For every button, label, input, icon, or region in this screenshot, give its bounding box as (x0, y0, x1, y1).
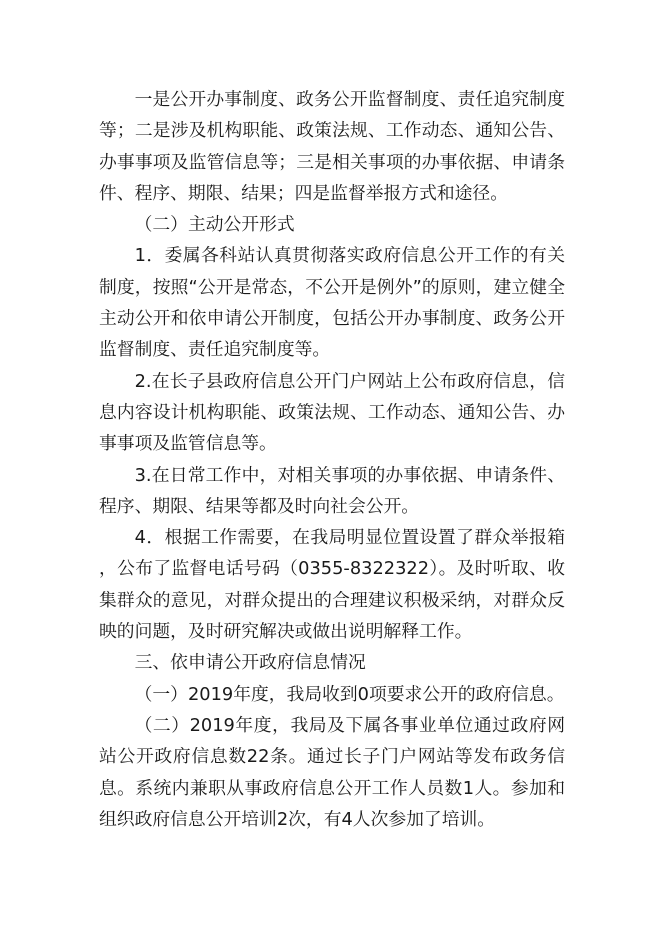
document-body (99, 84, 565, 835)
paragraph-disclosure-stats: （二）2019年度，我局及下属各事业单位通过政府网站公开政府信息数22条。通过长子门户网站等发布政务信息。系统内兼职从事政府信息公开工作人员数1人。参加和组织政府信息公开培训2次，有4人次参加了培训。 (99, 714, 565, 830)
paragraph-item-2: 2.在长子县政府信息公开门户网站上公布政府信息，信息内容设计机构职能、政策法规、工作动态、通知公告、办事事项及监管信息等。 (99, 370, 565, 455)
paragraph-item-3: 3.在日常工作中，对相关事项的办事依据、申请条件、程序、期限、结果等都及时向社会公开。 (99, 464, 565, 517)
paragraph-disclosure-content: 一是公开办事制度、政务公开监督制度、责任追究制度等；二是涉及机构职能、政策法规、工作动态、通知公告、办事事项及监管信息等；三是相关事项的办事依据、申请条件、程序、期限、结果；四是监督举报方式和途径。 (99, 89, 565, 204)
paragraph-item-4: 4．根据工作需要，在我局明显位置设置了群众举报箱，公布了监督电话号码（0355-8322322）。及时听取、收集群众的意见，对群众提出的合理建议积极采纳，对群众反映的问题，及时研究解决或做出说明解释工作。 (99, 527, 565, 643)
heading-active-disclosure-form: （二）主动公开形式 (134, 214, 295, 236)
paragraph-item-1: 1．委属各科站认真贯彻落实政府信息公开工作的有关制度，按照“公开是常态，不公开是例外”的原则，建立健全主动公开和依申请公开制度，包括公开办事制度、政务公开监督制度、责任追究制度等。 (99, 245, 565, 361)
heading-section-3: 三、依申请公开政府信息情况 (134, 652, 366, 674)
paragraph-requests-received: （一）2019年度，我局收到0项要求公开的政府信息。 (134, 683, 565, 705)
